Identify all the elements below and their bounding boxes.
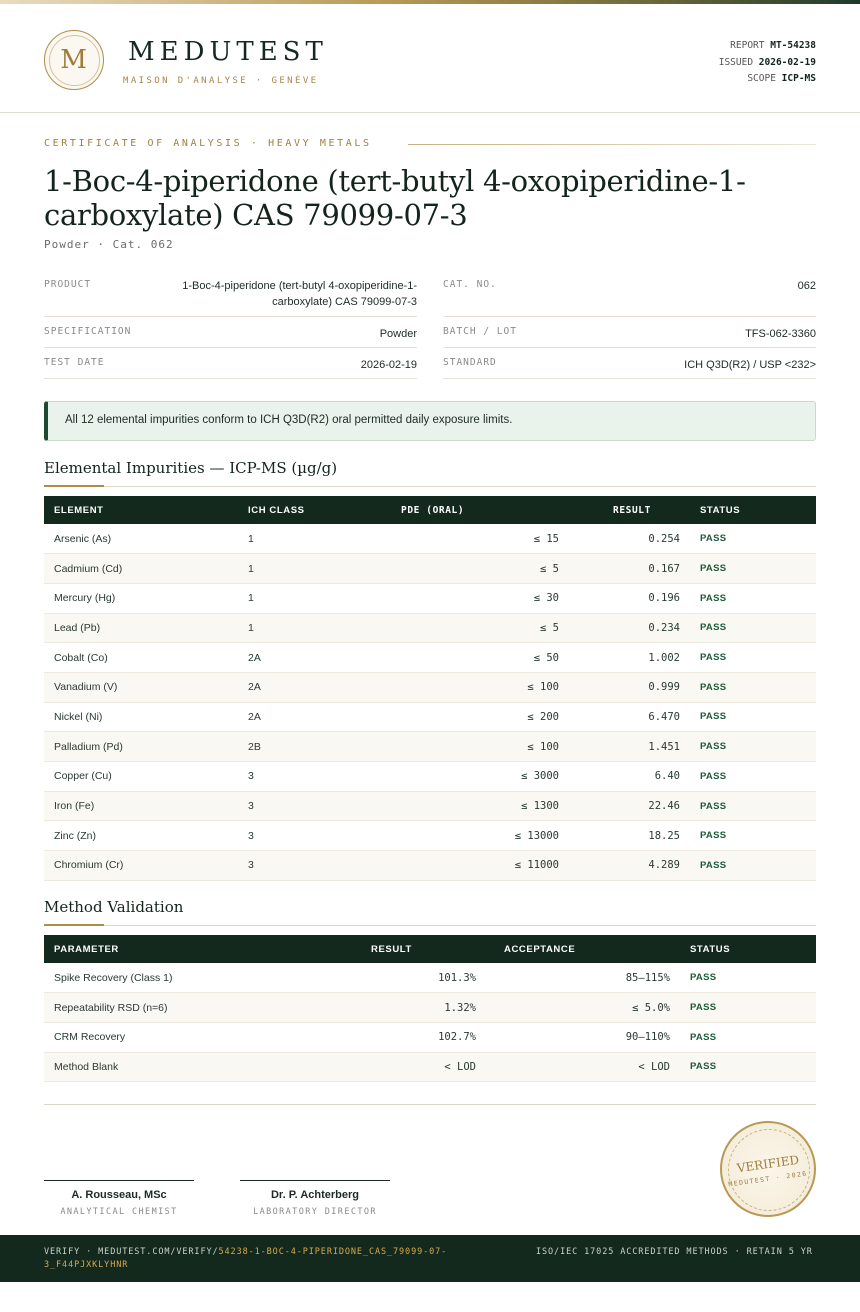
ich-class-cell: 3 [238, 762, 388, 792]
table-row [44, 1022, 816, 1052]
table-row [44, 643, 816, 673]
status-badge: PASS [690, 732, 816, 762]
table-row [44, 672, 816, 702]
page-subtitle: Powder · Cat. 062 [44, 238, 174, 251]
pde-cell: ≤ 13000 [388, 821, 569, 851]
result-cell: 6.470 [569, 702, 690, 732]
info-value: Powder [379, 328, 417, 340]
result-cell: 0.196 [569, 583, 690, 613]
info-label: PRODUCT [44, 279, 92, 290]
status-badge: PASS [680, 1052, 816, 1082]
table-row [44, 963, 816, 993]
table-row [44, 702, 816, 732]
eyebrow-divider [408, 144, 816, 145]
info-label: SPECIFICATION [44, 326, 132, 337]
impurities-table [44, 496, 816, 881]
signature-divider [44, 1104, 816, 1105]
conformance-text: All 12 elemental impurities conform to ICH Q3D(R2) oral permitted daily exposure limits. [65, 414, 513, 426]
seal-subtext: MEDUTEST · 2026 [727, 1169, 809, 1189]
element-cell: Nickel (Ni) [44, 702, 238, 732]
issued-date: ISSUED 2026-02-19 [718, 56, 816, 68]
result-cell: 6.40 [569, 762, 690, 792]
signatory-name: Dr. P. Achterberg [270, 1189, 360, 1201]
section-divider [44, 925, 816, 926]
signature-block-director [240, 1180, 390, 1217]
table-row [44, 554, 816, 584]
element-cell: Zinc (Zn) [44, 821, 238, 851]
column-header: RESULT [613, 504, 651, 516]
acceptance-cell: 85–115% [486, 963, 680, 993]
info-label: TEST DATE [44, 357, 105, 368]
signatory-role: LABORATORY DIRECTOR [253, 1207, 377, 1217]
acceptance-cell: 90–110% [486, 1022, 680, 1052]
parameter-cell: CRM Recovery [44, 1022, 309, 1052]
header [0, 4, 860, 113]
status-badge: PASS [690, 524, 816, 554]
impurities-section-title: Elemental Impurities — ICP-MS (µg/g) [44, 459, 338, 477]
status-badge: PASS [690, 672, 816, 702]
info-product [44, 276, 417, 317]
pde-cell: ≤ 200 [388, 702, 569, 732]
footer [0, 1235, 860, 1282]
element-cell: Mercury (Hg) [44, 583, 238, 613]
ich-class-cell: 2B [238, 732, 388, 762]
result-cell: 101.3% [309, 963, 486, 993]
logo-letter: M [60, 45, 87, 75]
pde-cell: ≤ 100 [388, 672, 569, 702]
info-specification [44, 317, 417, 348]
table-header-row [44, 496, 816, 524]
column-header: ACCEPTANCE [504, 943, 576, 955]
section-accent [44, 924, 104, 926]
table-row [44, 762, 816, 792]
ich-class-cell: 1 [238, 583, 388, 613]
table-row [44, 583, 816, 613]
certificate-eyebrow: CERTIFICATE OF ANALYSIS · HEAVY METALS [44, 138, 372, 149]
section-divider [44, 486, 816, 487]
pde-cell: ≤ 5 [388, 554, 569, 584]
result-cell: 18.25 [569, 821, 690, 851]
table-row [44, 791, 816, 821]
seal-text: VERIFIED [736, 1152, 800, 1176]
ich-class-cell: 2A [238, 672, 388, 702]
column-header: ELEMENT [54, 504, 104, 516]
element-cell: Chromium (Cr) [44, 851, 238, 881]
acceptance-cell: ≤ 5.0% [486, 993, 680, 1023]
status-badge: PASS [690, 791, 816, 821]
info-value: TFS-062-3360 [745, 328, 816, 340]
info-catno [443, 276, 816, 317]
scope: SCOPE ICP-MS [747, 73, 816, 84]
result-cell: 1.32% [309, 993, 486, 1023]
ich-class-cell: 3 [238, 851, 388, 881]
verify-prefix: VERIFY · MEDUTEST.COM/VERIFY/ [44, 1247, 219, 1257]
column-header: STATUS [690, 943, 731, 955]
result-cell: 1.002 [569, 643, 690, 673]
element-cell: Palladium (Pd) [44, 732, 238, 762]
pde-cell: ≤ 3000 [388, 762, 569, 792]
status-badge: PASS [690, 643, 816, 673]
verify-line [44, 1246, 474, 1271]
element-cell: Cadmium (Cd) [44, 554, 238, 584]
verify-link[interactable]: 54238-1-BOC-4-PIPERIDONE_CAS_79099-07-3_F44PJXKLYHNR [44, 1247, 448, 1270]
page-title: 1-Boc-4-piperidone (tert-butyl 4-oxopiperidine-1-carboxylate) CAS 79099-07-3 [44, 164, 746, 232]
brand-name: MEDUTEST [128, 37, 328, 67]
status-badge: PASS [690, 821, 816, 851]
result-cell: 0.999 [569, 672, 690, 702]
report-number: REPORT MT-54238 [730, 40, 816, 51]
info-test-date [44, 348, 417, 379]
parameter-cell: Spike Recovery (Class 1) [44, 963, 309, 993]
section-accent [44, 485, 104, 487]
status-badge: PASS [680, 1022, 816, 1052]
accreditation-note: ISO/IEC 17025 ACCREDITED METHODS · RETAIN 5 YR [536, 1247, 813, 1257]
element-cell: Copper (Cu) [44, 762, 238, 792]
table-row [44, 613, 816, 643]
report-meta [719, 38, 816, 88]
parameter-cell: Repeatability RSD (n=6) [44, 993, 309, 1023]
ich-class-cell: 2A [238, 643, 388, 673]
conformance-banner [44, 401, 816, 441]
table-row [44, 993, 816, 1023]
table-row [44, 1052, 816, 1082]
status-badge: PASS [690, 762, 816, 792]
ich-class-cell: 2A [238, 702, 388, 732]
ich-class-cell: 1 [238, 524, 388, 554]
column-header: STATUS [700, 504, 741, 516]
result-cell: 4.289 [569, 851, 690, 881]
result-cell: 0.254 [569, 524, 690, 554]
info-value: 062 [797, 280, 816, 292]
status-badge: PASS [690, 583, 816, 613]
table-row [44, 821, 816, 851]
status-badge: PASS [680, 993, 816, 1023]
pde-cell: ≤ 5 [388, 613, 569, 643]
table-row [44, 524, 816, 554]
info-standard [443, 348, 816, 379]
signature-block-analyst [44, 1180, 194, 1217]
pde-cell: ≤ 50 [388, 643, 569, 673]
ich-class-cell: 1 [238, 613, 388, 643]
result-cell: 0.234 [569, 613, 690, 643]
validation-table [44, 935, 816, 1082]
info-value: ICH Q3D(R2) / USP <232> [684, 359, 816, 371]
result-cell: 0.167 [569, 554, 690, 584]
status-badge: PASS [690, 554, 816, 584]
info-label: CAT. NO. [443, 279, 497, 290]
signatory-role: ANALYTICAL CHEMIST [60, 1207, 178, 1217]
result-cell: 102.7% [309, 1022, 486, 1052]
brand-tagline: MAISON D'ANALYSE · GENÈVE [123, 76, 319, 86]
pde-cell: ≤ 100 [388, 732, 569, 762]
verified-seal [720, 1121, 816, 1217]
ich-class-cell: 3 [238, 821, 388, 851]
result-cell: 1.451 [569, 732, 690, 762]
ich-class-cell: 1 [238, 554, 388, 584]
pde-cell: ≤ 15 [388, 524, 569, 554]
ich-class-cell: 3 [238, 791, 388, 821]
column-header: PARAMETER [54, 943, 119, 955]
pde-cell: ≤ 30 [388, 583, 569, 613]
logo-emblem [44, 30, 104, 90]
info-batch [443, 317, 816, 348]
status-badge: PASS [690, 702, 816, 732]
element-cell: Iron (Fe) [44, 791, 238, 821]
element-cell: Cobalt (Co) [44, 643, 238, 673]
element-cell: Lead (Pb) [44, 613, 238, 643]
result-cell: 22.46 [569, 791, 690, 821]
column-header: ICH CLASS [248, 504, 305, 516]
info-label: STANDARD [443, 357, 497, 368]
info-label: BATCH / LOT [443, 326, 517, 337]
table-header-row [44, 935, 816, 963]
pde-cell: ≤ 11000 [388, 851, 569, 881]
status-badge: PASS [680, 963, 816, 993]
info-value: 1-Boc-4-piperidone (tert-butyl 4-oxopiperidine-1-carboxylate) CAS 79099-07-3 [182, 280, 417, 308]
element-cell: Arsenic (As) [44, 524, 238, 554]
signatory-name: A. Rousseau, MSc [71, 1189, 167, 1201]
status-badge: PASS [690, 851, 816, 881]
table-row [44, 851, 816, 881]
acceptance-cell: < LOD [486, 1052, 680, 1082]
parameter-cell: Method Blank [44, 1052, 309, 1082]
validation-section-title: Method Validation [44, 898, 184, 916]
pde-cell: ≤ 1300 [388, 791, 569, 821]
status-badge: PASS [690, 613, 816, 643]
column-header: PDE (ORAL) [401, 504, 465, 516]
column-header: RESULT [371, 943, 412, 955]
result-cell: < LOD [309, 1052, 486, 1082]
table-row [44, 732, 816, 762]
info-value: 2026-02-19 [360, 359, 417, 371]
element-cell: Vanadium (V) [44, 672, 238, 702]
